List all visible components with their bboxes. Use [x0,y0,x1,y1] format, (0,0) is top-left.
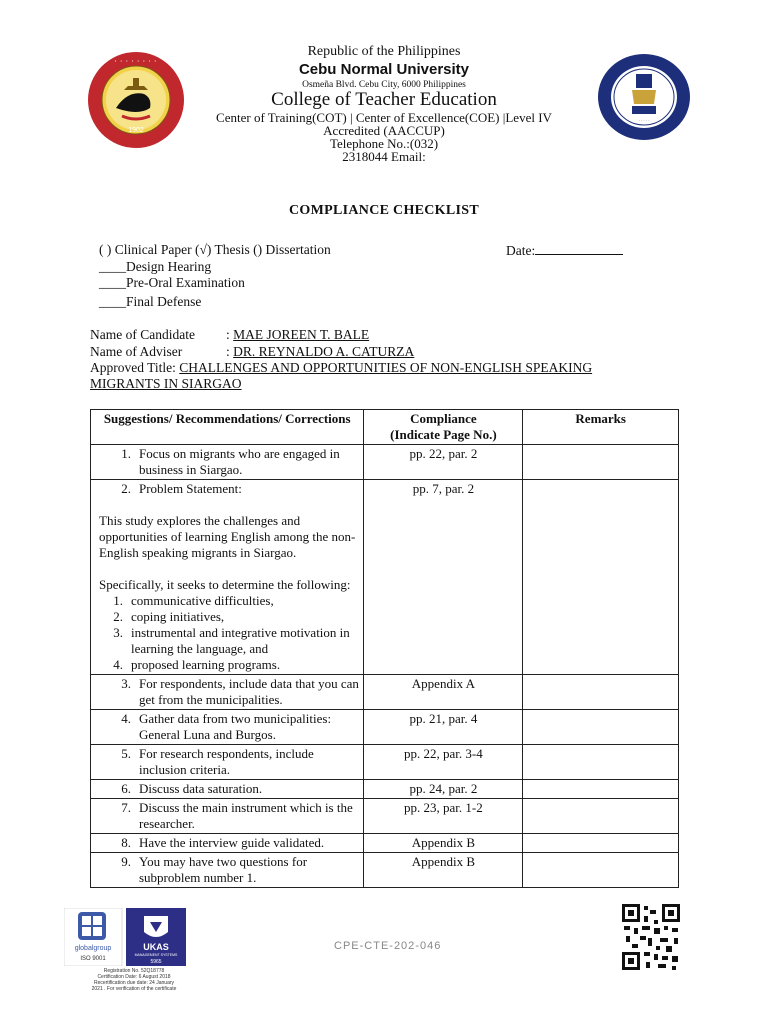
table-row [91,834,679,853]
table-row [91,480,679,675]
row-remarks[interactable] [523,834,679,853]
table-header-row [91,410,679,445]
iso-text: ISO 9001 [80,956,106,962]
table-row [91,799,679,834]
qr-code-icon [620,902,682,972]
compliance-table [90,409,679,888]
adviser-value-row: : DR. REYNALDO A. CATURZA [226,344,415,359]
globalgroup-logo-icon [64,908,122,966]
stage-pre-oral: ____Pre-Oral Examination [99,275,245,290]
university-name: Cebu Normal University [298,61,470,78]
row-suggestion: Problem Statement: [139,481,242,496]
globalgroup-text: globalgroup [74,945,112,952]
subitem-number: 2. [113,609,123,624]
document-title: COMPLIANCE CHECKLIST [289,203,479,218]
approved-title-row [90,360,592,376]
adviser-name: DR. REYNALDO A. CATURZA [233,344,415,359]
table-row [91,745,679,780]
row-number: 9. [121,854,131,869]
svg-text:· · · · ·: · · · · · [638,118,650,123]
row-suggestion: Gather data from two municipalities: General Luna and Burgos. [139,711,332,742]
row-compliance: Appendix B [364,834,523,853]
row-number: 1. [121,446,131,461]
row-remarks[interactable] [523,445,679,480]
certification-notes [74,968,194,992]
stage-design-hearing: ____Design Hearing [99,259,212,274]
subitem-text: proposed learning programs. [131,657,281,672]
form-code: CPE-CTE-202-046 [334,940,442,952]
row-suggestion: Discuss the main instrument which is the researcher. [139,800,353,831]
adviser-label: Name of Adviser [90,344,183,359]
row-remarks[interactable] [523,780,679,799]
problem-statement-para1: This study explores the challenges and opportunities of learning English among the non-English speaking migrants in Siargao. [99,513,356,560]
row-suggestion: For respondents, include data that you can get from the municipalities. [139,676,359,707]
header-remarks: Remarks [523,410,679,445]
approved-title-line2: MIGRANTS IN SIARGAO [90,376,242,391]
subitem-number: 1. [113,593,123,608]
approved-title-line1: CHALLENGES AND OPPORTUNITIES OF NON-ENGLISH SPEAKING [179,360,593,375]
accreditation-text: Accredited (AACCUP) [323,123,445,138]
ukas-logo-icon [126,908,186,966]
row-suggestion: Discuss data saturation. [139,781,263,796]
stage-final-defense: ____Final Defense [99,294,202,309]
row-remarks[interactable] [523,710,679,745]
table-row [91,853,679,888]
cert-line: Certification Date: 6 August 2018 [97,974,171,980]
cert-line: 2021 . For verification of the certificate [91,986,177,992]
row-remarks[interactable] [523,675,679,710]
subitem-text: instrumental and integrative motivation in learning the language, and [131,625,350,656]
row-compliance: pp. 23, par. 1-2 [364,799,523,834]
seal-year: 1902 [128,127,144,134]
row-compliance: pp. 21, par. 4 [364,710,523,745]
row-compliance: pp. 7, par. 2 [364,480,523,675]
svg-text:· · · · · · · ·: · · · · · · · · [114,59,158,65]
certification-logos [64,908,186,966]
row-compliance: pp. 24, par. 2 [364,780,523,799]
row-number: 3. [121,676,131,691]
table-row [91,780,679,799]
candidate-label: Name of Candidate [90,327,195,342]
row-suggestion: You may have two questions for subproblem number 1. [139,854,308,885]
row-compliance: pp. 22, par. 2 [364,445,523,480]
candidate-name: MAE JOREEN T. BALE [233,327,370,342]
republic-text: Republic of the Philippines [307,44,461,59]
telephone-text: Telephone No.:(032) [329,136,439,151]
row-suggestion: Have the interview guide validated. [139,835,325,850]
problem-statement-para2: Specifically, it seeks to determine the following: [99,577,351,592]
cert-line: Registration No. 52Q18778 [103,968,165,974]
ukas-text: UKAS [143,942,169,952]
row-number: 8. [121,835,131,850]
email-text: 2318044 Email: [342,149,426,164]
subitem-number: 3. [113,625,123,640]
subitem-text: coping initiatives, [131,609,225,624]
table-row [91,710,679,745]
paper-type-options: ( ) Clinical Paper (√) Thesis () Dissertation [99,242,331,257]
header-compliance [364,410,523,445]
header-suggestions: Suggestions/ Recommendations/ Corrections [91,410,364,445]
row-remarks[interactable] [523,853,679,888]
row-remarks[interactable] [523,799,679,834]
table-row [91,445,679,480]
center-designation: Center of Training(COT) | Center of Excellence(COE) |Level IV [216,110,552,125]
row-compliance: pp. 22, par. 3-4 [364,745,523,780]
date-label: Date: [506,243,536,258]
candidate-value-row: : MAE JOREEN T. BALE [226,327,370,342]
ukas-number: 5965 [150,959,162,965]
row-number: 6. [121,781,131,796]
cebu-normal-university-seal-icon [86,50,186,150]
subitem-text: communicative difficulties, [131,593,274,608]
row-remarks[interactable] [523,745,679,780]
row-number: 2. [121,481,131,496]
table-row [91,675,679,710]
row-number: 5. [121,746,131,761]
college-name: College of Teacher Education [271,89,497,110]
header-compliance-line1: Compliance [410,411,477,426]
date-field[interactable] [506,242,623,259]
cert-line: Recertification due date: 24 January [93,980,175,986]
row-number: 7. [121,800,131,815]
row-compliance: Appendix A [364,675,523,710]
subitem-number: 4. [113,657,123,672]
row-suggestion: Focus on migrants who are engaged in business in Siargao. [139,446,340,477]
row-remarks[interactable] [523,480,679,675]
row-number: 4. [121,711,131,726]
ukas-sub-text: MANAGEMENT SYSTEMS [134,953,178,957]
date-blank[interactable] [535,242,623,255]
university-address: Osmeña Blvd. Cebu City, 6000 Philippines [302,80,466,90]
approved-title-label: Approved Title: [90,360,176,375]
row-suggestion: For research respondents, include inclusion criteria. [139,746,314,777]
header-compliance-line2: (Indicate Page No.) [390,427,497,442]
row-compliance: Appendix B [364,853,523,888]
college-of-teacher-education-seal-icon [596,52,692,142]
